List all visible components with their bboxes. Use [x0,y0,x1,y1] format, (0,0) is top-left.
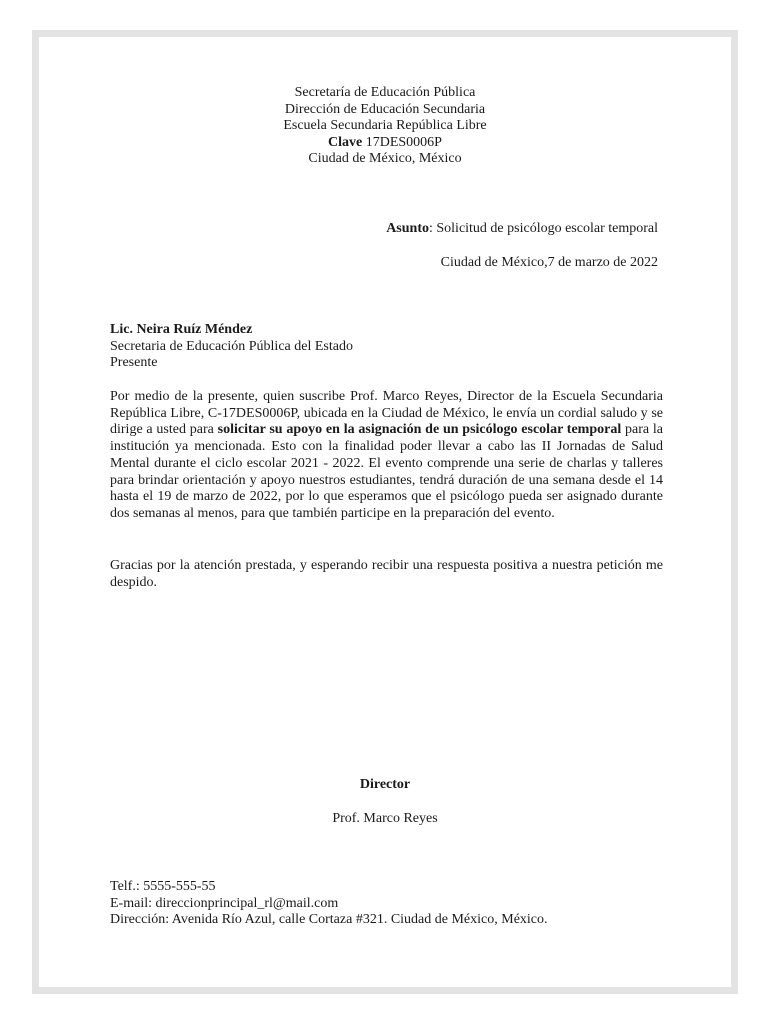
letterhead-line-3: Escuela Secundaria República Libre [283,118,487,134]
letterhead-clave [39,135,731,152]
letterhead-line-1: Secretaría de Educación Pública [294,85,476,100]
body-paragraph-1 [110,389,663,523]
recipient-name-text: Lic. Neira Ruíz Méndez [110,322,253,337]
recipient-title: Secretaria de Educación Pública del Estado [110,338,353,354]
body-p1-bold: solicitar su apoyo en la asignación de un psicólogo escolar temporal [217,422,622,438]
signature-role [39,777,731,794]
letterhead-line-2: Dirección de Educación Secundaria [284,101,486,117]
document-page [39,37,731,987]
contact-phone: Telf.: 5555-555-55 [110,879,216,894]
clave-label: Clave [328,134,363,150]
body-p1-start: Por medio de la presente, quien suscribe Prof. Marco Reyes, Director de la Escuela Secundaria República Libre, C-17DES0006P, ubicada en la Ciudad de México, le envía un cordial saludo y se dirige a usted para [110,389,663,438]
recipient-name [110,322,610,339]
body-paragraph-2: Gracias por la atención prestada, y esperando recibir una respuesta positiva a nuestra petición me despido. [110,558,663,590]
contact-address: Dirección: Avenida Río Azul, calle Cortaza #321. Ciudad de México, México. [110,912,548,928]
subject-line [158,221,658,238]
date-line: Ciudad de México,7 de marzo de 2022 [440,255,658,270]
letterhead [39,85,731,168]
body-p1-end: para la institución ya mencionada. Esto con la finalidad poder llevar a cabo las II Jornadas de Salud Mental durante el ciclo escolar 2021 - 2022. El evento comprende una serie de charlas y talleres para brindar orientación y apoyo nuestros estudiantes, tendrá duración de una semana desde el 14 hasta el 19 de marzo de 2022, por lo que esperamos que el psicólogo pueda ser asignado durante dos semanas al menos, para que también participe en la preparación del evento. [110,422,663,521]
subject-text: : Solicitud de psicólogo escolar temporal [428,221,658,236]
recipient-presente: Presente [110,355,158,371]
subject-label: Asunto [386,221,429,236]
letterhead-line-5: Ciudad de México, México [308,151,462,167]
contact-block [110,879,710,929]
recipient-block [110,322,610,372]
clave-value: 17DES0006P [365,134,442,150]
signature-name: Prof. Marco Reyes [332,811,438,826]
signature-role-text: Director [359,777,411,792]
contact-email: E-mail: direccionprincipal_rl@mail.com [110,895,339,911]
